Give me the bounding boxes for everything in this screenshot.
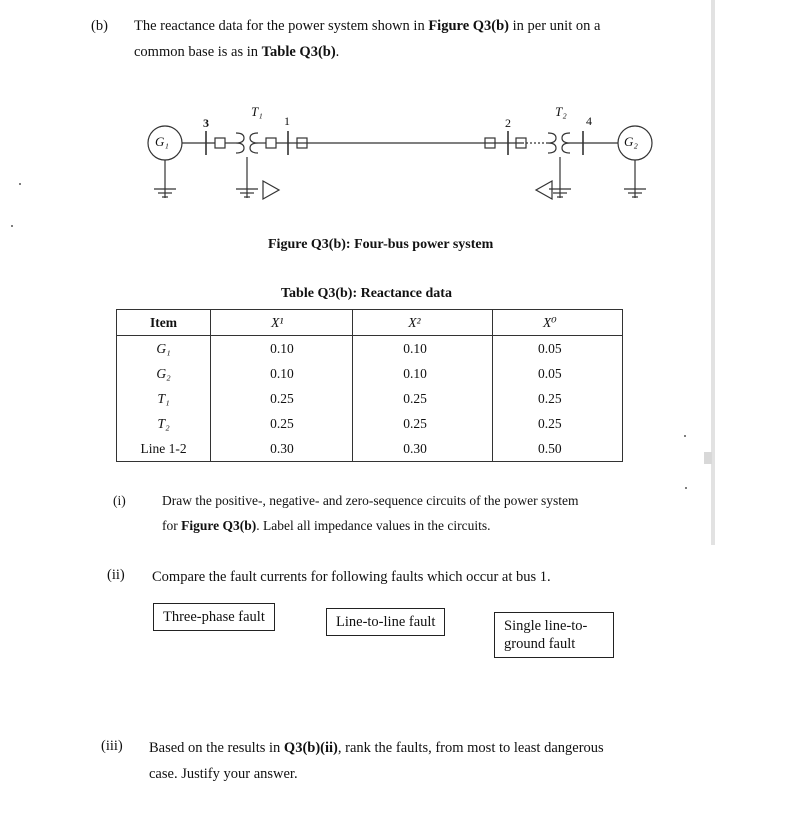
single-line-to-ground-fault-box bbox=[494, 612, 614, 658]
header-x2: X² bbox=[353, 310, 493, 336]
cell-x1: 0.25 bbox=[211, 386, 353, 411]
cell-x2: 0.10 bbox=[353, 361, 493, 386]
part-iii-line1 bbox=[149, 739, 604, 757]
cell-x2: 0.10 bbox=[353, 336, 493, 362]
scan-speck bbox=[11, 225, 13, 227]
scan-speck bbox=[684, 435, 686, 437]
cell-x0: 0.05 bbox=[493, 361, 623, 386]
box-line: Single line-to- bbox=[504, 618, 588, 634]
part-ii-text: Compare the fault currents for following faults which occur at bus 1. bbox=[152, 569, 551, 585]
cell-x0: 0.25 bbox=[493, 386, 623, 411]
transformer-t2-primary bbox=[548, 133, 556, 153]
figure-caption: Figure Q3(b): Four-bus power system bbox=[268, 237, 494, 252]
cell-x0: 0.50 bbox=[493, 436, 623, 462]
figure-ref: Figure Q3(b) bbox=[181, 518, 257, 533]
g2-label: G₂ bbox=[624, 134, 638, 149]
table-row bbox=[117, 336, 623, 362]
text-span: Based on the results in bbox=[149, 740, 284, 756]
scrollbar-thumb[interactable] bbox=[704, 452, 712, 464]
three-phase-fault-box: Three-phase fault bbox=[153, 603, 275, 631]
cell-item: G₁ bbox=[117, 336, 211, 362]
bus-2-label: 2 bbox=[505, 116, 511, 130]
transformer-t1-primary bbox=[236, 133, 244, 153]
cell-x1: 0.10 bbox=[211, 361, 353, 386]
cell-x2: 0.25 bbox=[353, 411, 493, 436]
text-span: common base is as in bbox=[134, 44, 262, 60]
four-bus-diagram bbox=[0, 0, 785, 240]
bus-3-label: 3 bbox=[203, 116, 209, 130]
bus-4-label: 4 bbox=[586, 114, 592, 128]
header-x0: X⁰ bbox=[493, 310, 623, 336]
header-x1: X¹ bbox=[211, 310, 353, 336]
table-row bbox=[117, 411, 623, 436]
g1-label: G₁ bbox=[155, 134, 169, 149]
cell-x2: 0.25 bbox=[353, 386, 493, 411]
table-row bbox=[117, 361, 623, 386]
part-iii-label: (iii) bbox=[101, 738, 123, 754]
figure-ref: Figure Q3(b) bbox=[428, 18, 510, 34]
cell-x1: 0.30 bbox=[211, 436, 353, 462]
text-span: . bbox=[335, 44, 340, 60]
line-to-line-fault-box: Line-to-line fault bbox=[326, 608, 445, 636]
reactance-table bbox=[116, 309, 623, 462]
header-item: Item bbox=[117, 310, 211, 336]
part-i-line2 bbox=[162, 517, 491, 535]
question-label: (b) bbox=[91, 18, 108, 34]
text-span: The reactance data for the power system shown in bbox=[134, 18, 429, 34]
bus-1-label: 1 bbox=[284, 114, 290, 128]
table-header-row bbox=[117, 310, 623, 336]
part-i-label: (i) bbox=[113, 493, 126, 508]
transformer-t1-secondary bbox=[250, 133, 258, 153]
t1-label: T₁ bbox=[251, 104, 263, 119]
cell-item: Line 1-2 bbox=[117, 436, 211, 462]
table-row bbox=[117, 436, 623, 462]
cell-x0: 0.05 bbox=[493, 336, 623, 362]
part-i-line1: Draw the positive-, negative- and zero-sequence circuits of the power system bbox=[162, 493, 579, 508]
cell-item: G₂ bbox=[117, 361, 211, 386]
part-iii-line2: case. Justify your answer. bbox=[149, 766, 298, 782]
scan-speck bbox=[19, 183, 21, 185]
text-span: , rank the faults, from most to least dangerous bbox=[337, 740, 604, 756]
cell-x1: 0.25 bbox=[211, 411, 353, 436]
text-span: for bbox=[162, 518, 182, 533]
table-caption: Table Q3(b): Reactance data bbox=[281, 286, 452, 301]
scan-speck bbox=[685, 487, 687, 489]
box-line: ground fault bbox=[504, 636, 576, 652]
text-span: . Label all impedance values in the circuits. bbox=[256, 518, 491, 533]
transformer-t2-secondary bbox=[562, 133, 570, 153]
table-ref: Table Q3(b) bbox=[261, 44, 336, 60]
cell-x2: 0.30 bbox=[353, 436, 493, 462]
cell-x0: 0.25 bbox=[493, 411, 623, 436]
cell-item: T₁ bbox=[117, 386, 211, 411]
part-ii-label: (ii) bbox=[107, 567, 125, 583]
cell-x1: 0.10 bbox=[211, 336, 353, 362]
table-row bbox=[117, 386, 623, 411]
cell-item: T₂ bbox=[117, 411, 211, 436]
t2-label: T₂ bbox=[555, 104, 567, 119]
text-span: in per unit on a bbox=[509, 18, 601, 34]
question-ref: Q3(b)(ii) bbox=[283, 740, 338, 756]
